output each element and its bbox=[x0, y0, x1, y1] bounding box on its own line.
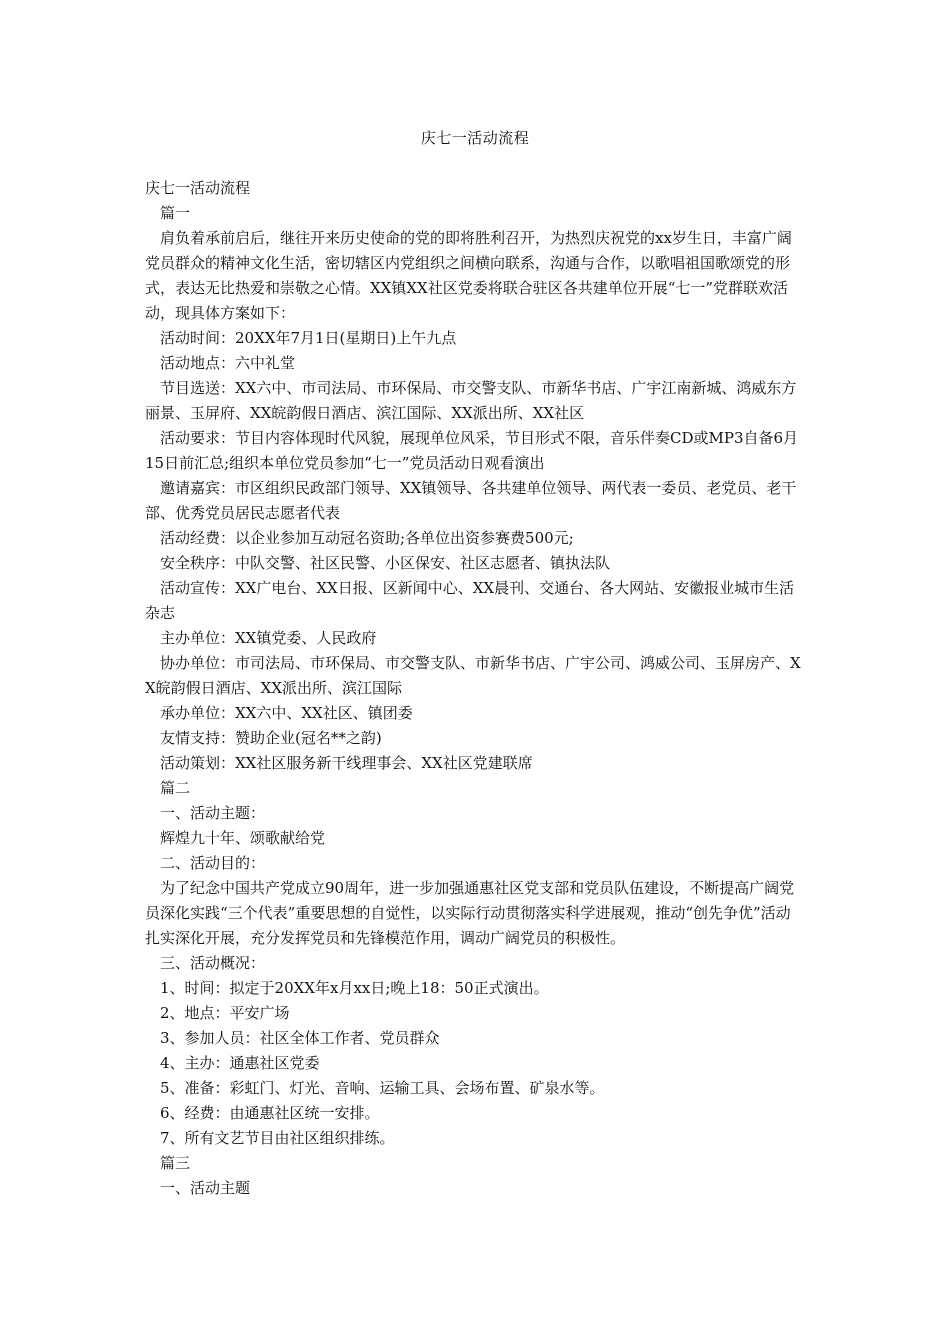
paragraph-organizer: 承办单位：XX六中、XX社区、镇团委 bbox=[160, 704, 413, 722]
paragraph-security: 安全秩序：中队交警、社区民警、小区保安、社区志愿者、镇执法队 bbox=[160, 554, 611, 572]
list-item: 2、地点：平安广场 bbox=[160, 1004, 290, 1022]
document-body bbox=[145, 176, 805, 1201]
document-title: 庆七一活动流程 bbox=[420, 129, 530, 147]
paragraph-host: 主办单位：XX镇党委、人民政府 bbox=[160, 629, 377, 647]
paragraph-funding: 活动经费：以企业参加互动冠名资助;各单位出资参赛费500元; bbox=[160, 529, 574, 547]
section-label-3: 篇三 bbox=[160, 1154, 191, 1172]
list-item: 5、准备：彩虹门、灯光、音响、运输工具、会场布置、矿泉水等。 bbox=[160, 1079, 605, 1097]
paragraph-planning: 活动策划：XX社区服务新干线理事会、XX社区党建联席 bbox=[160, 754, 533, 772]
list-item: 4、主办：通惠社区党委 bbox=[160, 1054, 320, 1072]
section-label-2: 篇二 bbox=[160, 779, 191, 797]
list-item: 6、经费：由通惠社区统一安排。 bbox=[160, 1104, 380, 1122]
paragraph-location: 活动地点：六中礼堂 bbox=[160, 354, 296, 372]
paragraph-support: 友情支持：赞助企业(冠名**之韵) bbox=[160, 729, 382, 747]
list-item: 1、时间：拟定于20XX年x月xx日;晚上18：50正式演出。 bbox=[160, 979, 549, 997]
paragraph-guests: 邀请嘉宾：市区组织民政部门领导、XX镇领导、各共建单位领导、两代表一委员、老党员、老干部、优秀党员居民志愿者代表 bbox=[145, 479, 797, 522]
paragraph-requirements: 活动要求：节目内容体现时代风貌，展现单位风采，节目形式不限，音乐伴奏CD或MP3自备6月15日前汇总;组织本单位党员参加“七一”党员活动日观看演出 bbox=[145, 429, 799, 472]
paragraph-theme-heading: 一、活动主题： bbox=[160, 804, 266, 822]
paragraph-theme: 辉煌九十年、颂歌献给党 bbox=[160, 829, 326, 847]
paragraph-overview-heading: 三、活动概况： bbox=[160, 954, 266, 972]
list-item: 3、参加人员：社区全体工作者、党员群众 bbox=[160, 1029, 440, 1047]
paragraph-intro: 肩负着承前启后，继往开来历史使命的党的即将胜利召开，为热烈庆祝党的xx岁生日，丰富广阔党员群众的精神文化生活，密切辖区内党组织之间横向联系，沟通与合作，以歌唱祖国歌颂党的形式，表达无比热爱和崇敬之心情。XX镇XX社区党委将联合驻区各共建单位开展“七一”党群联欢活动，现具体方案如下： bbox=[145, 229, 792, 322]
paragraph-purpose-heading: 二、活动目的： bbox=[160, 854, 266, 872]
paragraph-co-host: 协办单位：市司法局、市环保局、市交警支队、市新华书店、广宇公司、鸿威公司、玉屏房产、XX皖韵假日酒店、XX派出所、滨江国际 bbox=[145, 654, 801, 697]
paragraph-purpose: 为了纪念中国共产党成立90周年，进一步加强通惠社区党支部和党员队伍建设，不断提高广阔党员深化实践“三个代表”重要思想的自觉性，以实际行动贯彻落实科学进展观，推动“创先争优”活动扎实深化开展，充分发挥党员和先锋模范作用，调动广阔党员的积极性。 bbox=[145, 879, 795, 947]
paragraph-theme-heading-3: 一、活动主题 bbox=[160, 1179, 251, 1197]
section-label-1: 篇一 bbox=[160, 204, 191, 222]
paragraph-publicity: 活动宣传：XX广电台、XX日报、区新闻中心、XX晨刊、交通台、各大网站、安徽报业城市生活杂志 bbox=[145, 579, 795, 622]
paragraph-heading: 庆七一活动流程 bbox=[145, 179, 251, 197]
list-item: 7、所有文艺节目由社区组织排练。 bbox=[160, 1129, 395, 1147]
paragraph-programs: 节目选送：XX六中、市司法局、市环保局、市交警支队、市新华书店、广宇江南新城、鸿威东方丽景、玉屏府、XX皖韵假日酒店、滨江国际、XX派出所、XX社区 bbox=[145, 379, 797, 422]
paragraph-time: 活动时间：20XX年7月1日(星期日)上午九点 bbox=[160, 329, 457, 347]
